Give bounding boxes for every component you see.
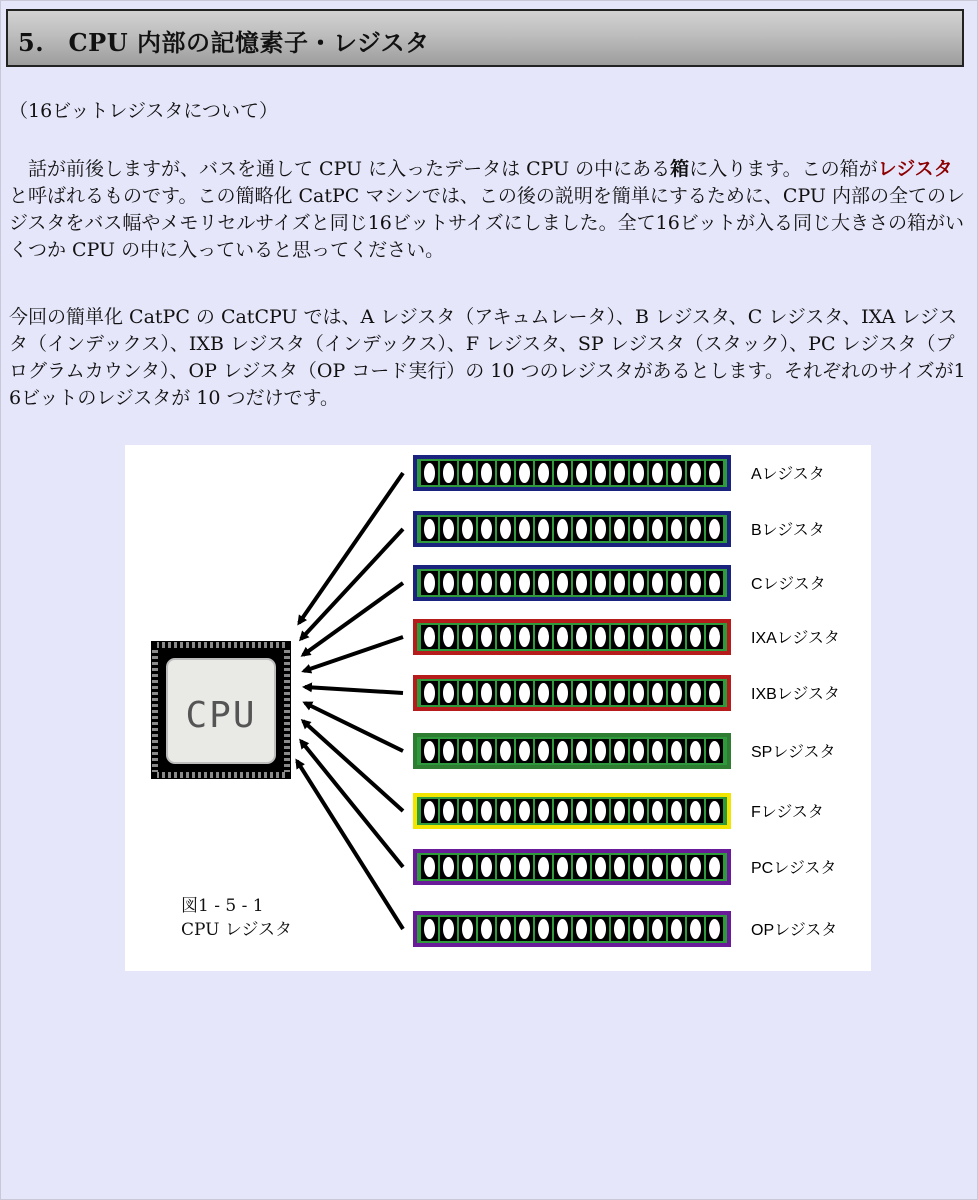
bit-hole: [709, 463, 720, 483]
bit-hole: [557, 857, 568, 877]
bit-hole: [538, 801, 549, 821]
register-label: Aレジスタ: [751, 466, 825, 483]
bit-hole: [481, 741, 492, 761]
bit-hole: [633, 463, 644, 483]
bit-hole: [519, 463, 530, 483]
bit-hole: [481, 627, 492, 647]
bit-hole: [500, 919, 511, 939]
bit-hole: [462, 463, 473, 483]
bit-hole: [481, 919, 492, 939]
bit-hole: [614, 741, 625, 761]
section-title: 5. CPU 内部の記憶素子・レジスタ: [18, 28, 430, 57]
bit-hole: [576, 519, 587, 539]
bit-hole: [519, 519, 530, 539]
bit-hole: [481, 801, 492, 821]
register-label: IXAレジスタ: [751, 630, 840, 647]
bit-hole: [538, 463, 549, 483]
bit-hole: [462, 683, 473, 703]
intro-note: （16ビットレジスタについて）: [9, 100, 278, 122]
bit-hole: [709, 683, 720, 703]
bit-hole: [633, 683, 644, 703]
bit-hole: [519, 627, 530, 647]
bit-hole: [424, 683, 435, 703]
register-label: Bレジスタ: [751, 522, 825, 539]
bit-hole: [443, 573, 454, 593]
register-label: Fレジスタ: [751, 804, 824, 821]
bit-hole: [500, 627, 511, 647]
register-figure: [125, 445, 871, 971]
bit-hole: [462, 627, 473, 647]
bit-hole: [519, 683, 530, 703]
bit-hole: [443, 741, 454, 761]
bit-hole: [652, 801, 663, 821]
bit-hole: [652, 627, 663, 647]
bit-hole: [462, 741, 473, 761]
bit-hole: [671, 573, 682, 593]
register-row: [413, 455, 825, 491]
bit-hole: [424, 857, 435, 877]
bit-hole: [690, 463, 701, 483]
register-row: [413, 565, 826, 601]
bit-hole: [633, 519, 644, 539]
cpu-chip: [151, 641, 291, 779]
bit-hole: [519, 741, 530, 761]
bit-hole: [538, 919, 549, 939]
bit-hole: [443, 627, 454, 647]
figure-caption: [181, 894, 292, 942]
bit-hole: [690, 573, 701, 593]
bit-hole: [595, 519, 606, 539]
register-label: Cレジスタ: [751, 576, 826, 593]
register-rows: [413, 455, 840, 947]
bit-hole: [424, 919, 435, 939]
bit-hole: [576, 683, 587, 703]
bit-hole: [424, 801, 435, 821]
bit-hole: [595, 857, 606, 877]
bit-hole: [690, 627, 701, 647]
bit-hole: [690, 801, 701, 821]
bit-hole: [652, 741, 663, 761]
box-word: 箱: [670, 158, 690, 180]
register-diagram: [125, 445, 871, 971]
bit-hole: [557, 519, 568, 539]
bit-hole: [595, 801, 606, 821]
bit-hole: [443, 519, 454, 539]
bit-hole: [481, 857, 492, 877]
register-row: [413, 733, 835, 769]
bit-hole: [633, 801, 644, 821]
bit-hole: [557, 463, 568, 483]
bit-hole: [595, 741, 606, 761]
register-term: レジスタ: [877, 158, 953, 180]
bit-hole: [652, 683, 663, 703]
bit-hole: [500, 741, 511, 761]
bit-hole: [462, 573, 473, 593]
bit-hole: [633, 857, 644, 877]
bit-hole: [538, 857, 549, 877]
bit-hole: [481, 573, 492, 593]
bit-hole: [595, 573, 606, 593]
bit-hole: [500, 683, 511, 703]
bit-hole: [709, 573, 720, 593]
paragraph-1-middle: に入ります。この箱が: [689, 158, 878, 180]
bit-hole: [424, 573, 435, 593]
bit-hole: [690, 519, 701, 539]
bit-hole: [576, 741, 587, 761]
bit-hole: [538, 683, 549, 703]
bit-hole: [576, 627, 587, 647]
bit-hole: [500, 519, 511, 539]
bit-hole: [652, 919, 663, 939]
register-label: OPレジスタ: [751, 922, 838, 939]
bit-hole: [443, 463, 454, 483]
section-header: [6, 9, 964, 67]
bit-hole: [614, 683, 625, 703]
bit-hole: [690, 683, 701, 703]
bit-hole: [614, 919, 625, 939]
bit-hole: [424, 627, 435, 647]
bit-hole: [595, 919, 606, 939]
bit-hole: [614, 519, 625, 539]
bit-hole: [652, 857, 663, 877]
bit-hole: [538, 741, 549, 761]
bit-hole: [424, 741, 435, 761]
bit-hole: [614, 801, 625, 821]
bit-hole: [690, 741, 701, 761]
bit-hole: [557, 801, 568, 821]
bit-hole: [709, 741, 720, 761]
paragraph-1: [9, 156, 967, 264]
bit-hole: [576, 857, 587, 877]
bit-hole: [519, 857, 530, 877]
bit-hole: [443, 857, 454, 877]
bit-hole: [500, 463, 511, 483]
bit-hole: [709, 519, 720, 539]
bit-hole: [614, 857, 625, 877]
register-row: [413, 849, 836, 885]
register-label: IXBレジスタ: [751, 686, 840, 703]
bit-hole: [709, 801, 720, 821]
data-arrows: [297, 473, 403, 929]
register-label: SPレジスタ: [751, 744, 836, 761]
bit-hole: [671, 519, 682, 539]
bit-hole: [595, 627, 606, 647]
bit-hole: [576, 573, 587, 593]
bit-hole: [671, 683, 682, 703]
bit-hole: [595, 683, 606, 703]
bit-hole: [424, 463, 435, 483]
bit-hole: [671, 463, 682, 483]
figure-number: 図1 - 5 - 1: [181, 896, 264, 916]
bit-hole: [538, 519, 549, 539]
bit-hole: [614, 463, 625, 483]
bit-hole: [576, 463, 587, 483]
bit-hole: [500, 801, 511, 821]
bit-hole: [462, 857, 473, 877]
figure-caption-title: CPU レジスタ: [181, 920, 292, 940]
bit-hole: [709, 919, 720, 939]
bit-hole: [462, 801, 473, 821]
bit-hole: [633, 627, 644, 647]
paragraph-1-end: と呼ばれるものです。この簡略化 CatPC マシンでは、この後の説明を簡単にするために、CPU 内部の全てのレジスタをバス幅やメモリセルサイズと同じ16ビットサイズにしました。全て16ビットが入る同じ大きさの箱がいくつか CPU の中に入っていると思ってください。: [9, 185, 965, 261]
bit-hole: [481, 463, 492, 483]
bit-hole: [633, 573, 644, 593]
paragraph-2: 今回の簡単化 CatPC の CatCPU では、A レジスタ（アキュムレータ）、B レジスタ、C レジスタ、IXA レジスタ（インデックス）、IXB レジスタ（インデックス）、F レジスタ、SP レジスタ（スタック）、PC レジスタ（プログラムカウンタ）、OP レジスタ（OP コード実行）の 10 つのレジスタがあるとします。それぞれのサイズが16ビットのレジスタが 10 つだけです。: [9, 306, 966, 409]
bit-hole: [462, 519, 473, 539]
data-arrow: [305, 703, 403, 751]
bit-hole: [652, 519, 663, 539]
bit-hole: [443, 683, 454, 703]
bit-hole: [671, 627, 682, 647]
bit-hole: [671, 741, 682, 761]
bit-hole: [576, 919, 587, 939]
bit-hole: [671, 801, 682, 821]
bit-hole: [709, 627, 720, 647]
data-arrow: [305, 687, 403, 693]
register-row: [413, 619, 840, 655]
bit-hole: [557, 919, 568, 939]
bit-hole: [443, 919, 454, 939]
register-row: [413, 911, 837, 947]
register-row: [413, 511, 825, 547]
bit-hole: [481, 683, 492, 703]
bit-hole: [633, 741, 644, 761]
cpu-label: CPU: [185, 695, 257, 736]
bit-hole: [614, 573, 625, 593]
bit-hole: [424, 519, 435, 539]
bit-hole: [462, 919, 473, 939]
bit-hole: [481, 519, 492, 539]
bit-hole: [671, 919, 682, 939]
bit-hole: [633, 919, 644, 939]
register-row: [413, 793, 824, 829]
bit-hole: [538, 627, 549, 647]
bit-hole: [576, 801, 587, 821]
bit-hole: [690, 857, 701, 877]
bit-hole: [595, 463, 606, 483]
bit-hole: [500, 573, 511, 593]
bit-hole: [557, 627, 568, 647]
bit-hole: [443, 801, 454, 821]
bit-hole: [500, 857, 511, 877]
bit-hole: [614, 627, 625, 647]
bit-hole: [557, 683, 568, 703]
register-label: PCレジスタ: [751, 860, 837, 877]
bit-hole: [652, 573, 663, 593]
bit-hole: [519, 919, 530, 939]
bit-hole: [690, 919, 701, 939]
bit-hole: [652, 463, 663, 483]
bit-hole: [671, 857, 682, 877]
bit-hole: [557, 741, 568, 761]
register-row: [413, 675, 840, 711]
bit-hole: [557, 573, 568, 593]
bit-hole: [519, 573, 530, 593]
bit-hole: [538, 573, 549, 593]
paragraph-1-start: 話が前後しますが、バスを通して CPU に入ったデータは CPU の中にある: [9, 158, 671, 180]
bit-hole: [709, 857, 720, 877]
bit-hole: [519, 801, 530, 821]
